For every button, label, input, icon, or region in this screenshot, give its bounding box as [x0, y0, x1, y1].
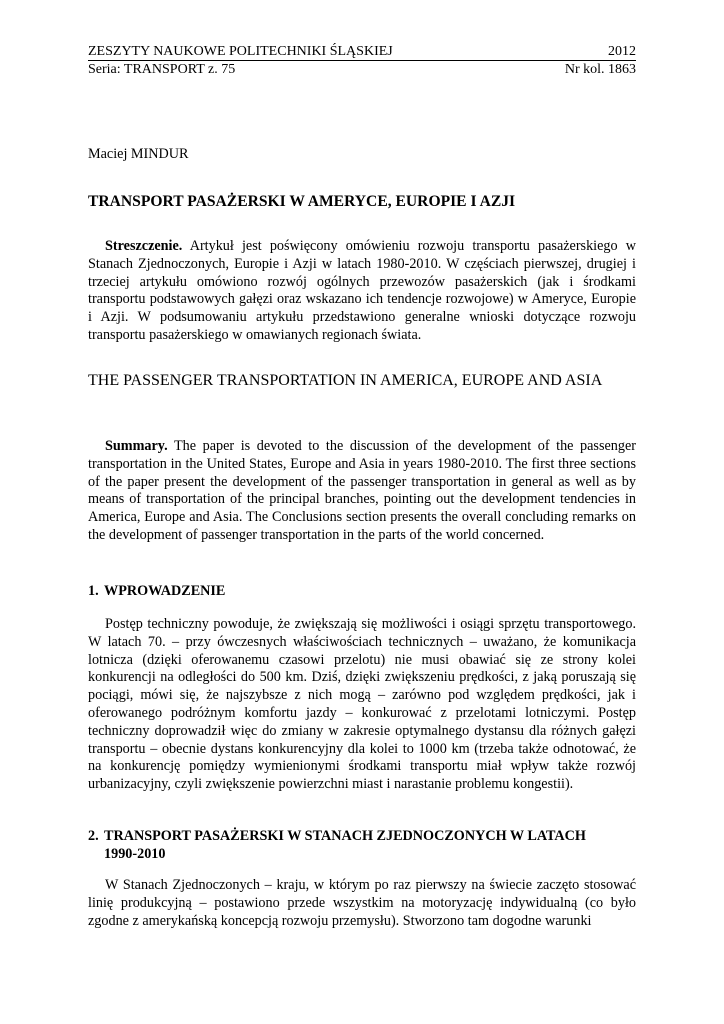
- section-2-number: 2.: [88, 828, 99, 844]
- running-header-bottom: [88, 62, 636, 78]
- section-1-heading: [88, 583, 636, 601]
- paper-title-polish: TRANSPORT PASAŻERSKI W AMERYCE, EUROPIE I AZJI: [88, 193, 516, 210]
- header-rule: [88, 60, 636, 61]
- journal-name: ZESZYTY NAUKOWE POLITECHNIKI ŚLĄSKIEJ: [88, 44, 393, 59]
- paper-title-english: THE PASSENGER TRANSPORTATION IN AMERICA, EUROPE AND ASIA: [88, 372, 603, 389]
- section-2-heading: [88, 828, 636, 864]
- section-2-paragraph: W Stanach Zjednoczonych – kraju, w którym po raz pierwszy na świecie zaczęto stosować linię produkcyjną – postawiono przede wszystkim na motoryzację indywidualną (co było zgodne z amerykańską koncepcją rozwoju przemysłu). Stworzono tam dogodne warunki: [88, 877, 636, 929]
- section-2-title-line2: 1990-2010: [104, 845, 166, 862]
- abstract-polish-text: Artykuł jest poświęcony omówieniu rozwoju transportu pasażerskiego w Stanach Zjednoczonych, Europie i Azji w latach 1980-2010. W częściach pierwszej, drugiej i trzeciej artykułu omówiono rozwój ogólnych przewozów pasażerskich (jak i środkami transportu podstawowych gałęzi oraz wskazano ich tendencje rozwojowe) w Ameryce, Europie i Azji. W podsumowaniu artykułu przedstawiono generalne wnioski dotyczące rozwoju transportu pasażerskiego w omawianych regionach świata.: [88, 238, 636, 343]
- author-name: Maciej MINDUR: [88, 146, 189, 162]
- abstract-english-text: The paper is devoted to the discussion of the development of the passenger transportation in the United States, Europe and Asia in years 1980-2010. The first three sections of the paper present the development of the passenger transportation in general as well as by means of transportation of the principal branches, pointing out the development tendencies in America, Europe and Asia. The Conclusions section presents the overall concluding remarks on the development of passenger transportation in the parts of the world concerned.: [88, 438, 636, 543]
- running-header-top: [88, 44, 636, 60]
- section-2-title-line1: TRANSPORT PASAŻERSKI W STANACH ZJEDNOCZONYCH W LATACH: [104, 828, 586, 844]
- abstract-polish: [88, 238, 636, 345]
- abstract-polish-label: Streszczenie.: [105, 238, 183, 254]
- journal-year: 2012: [608, 44, 636, 59]
- abstract-english-label: Summary.: [105, 438, 168, 454]
- abstract-english: [88, 438, 636, 545]
- section-1-title: WPROWADZENIE: [104, 583, 226, 599]
- journal-series: Seria: TRANSPORT z. 75: [88, 62, 236, 77]
- journal-issue: Nr kol. 1863: [564, 62, 636, 77]
- section-1-number: 1.: [88, 583, 99, 599]
- section-1-paragraph: Postęp techniczny powoduje, że zwiększają się możliwości i osiągi sprzętu transportowego. W latach 70. – przy ówczesnych właściwościach technicznych – uważano, że komunikacja lotnicza (dzięki oferowanemu czasowi przelotu) nie musi obawiać się ze strony kolei konkurencji na odległości do 500 km. Dziś, dzięki zwiększeniu prędkości, z jaką poruszają się pociągi, mówi się, że najszybsze z nich mogą – zarówno pod względem prędkości, jak i oferowanego podróżnym komfortu jazdy – konkurować z przelotami lotniczymi. Postęp techniczny doprowadził więc do zmiany w zakresie optymalnego dystansu dla różnych gałęzi transportu – obecnie dystans konkurencyjny dla kolei to 1000 km (trzeba także odnotować, że na konkurencję pomiędzy wymienionymi środkami transportu miał wpływ także rozwój urbanizacyjny, czyli zwiększenie powierzchni miast i narastanie problemu kongestii).: [88, 616, 636, 793]
